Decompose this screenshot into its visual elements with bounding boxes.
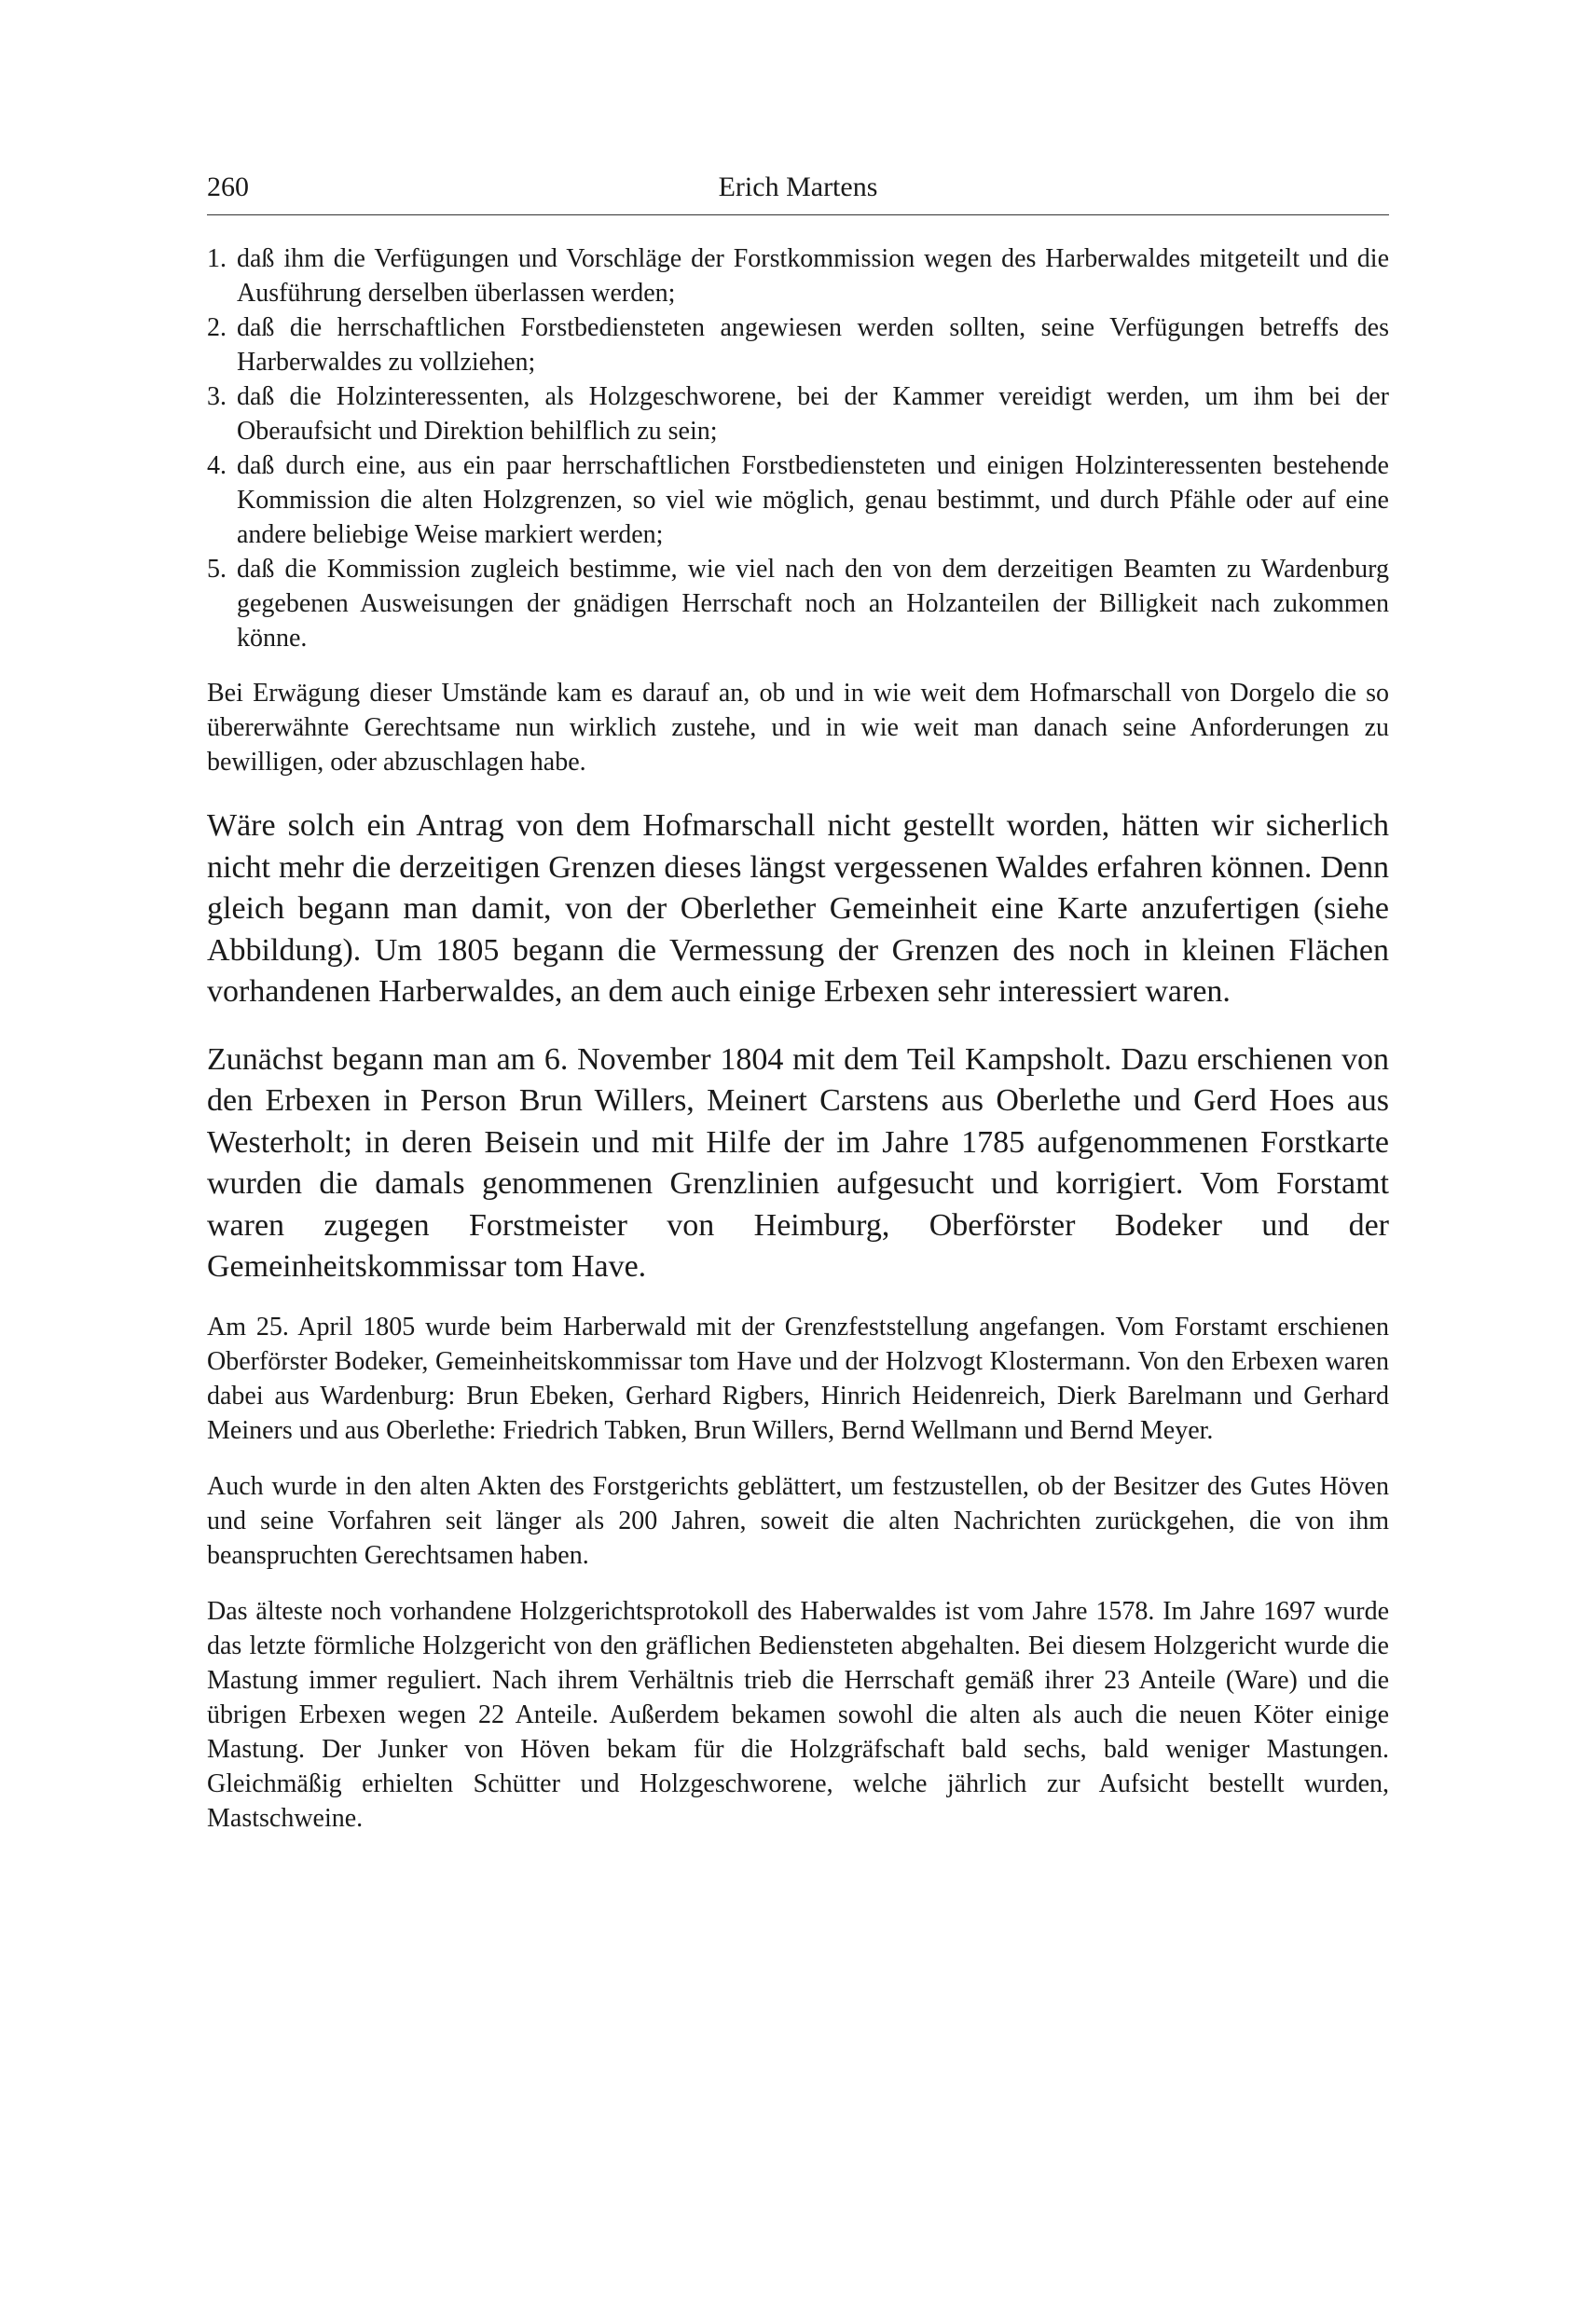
list-item <box>207 241 1389 310</box>
running-title: Erich Martens <box>718 172 878 202</box>
list-item <box>207 379 1389 448</box>
list-item <box>207 552 1389 655</box>
numbered-list <box>207 241 1389 655</box>
list-item-number: 1. <box>207 244 227 273</box>
list-item <box>207 448 1389 552</box>
list-item-number: 2. <box>207 313 227 342</box>
paragraph-erwaegung: Bei Erwägung dieser Umstände kam es darauf an, ob und in wie weit dem Hofmarschall von Dorgelo die so übererwähnte Gerechtsame nun wirklich zustehe, und in wie weit man danach seine Anforderungen zu bewilligen, oder abzuschlagen habe. <box>207 679 1389 777</box>
list-item-number: 5. <box>207 555 227 584</box>
list-item-text: daß die Holzinteressenten, als Holzgeschworene, bei der Kammer vereidigt werden, um ihm bei der Oberaufsicht und Direktion behilflich zu sein; <box>237 382 1389 446</box>
paragraph-forstgericht: Auch wurde in den alten Akten des Forstgerichts geblättert, um festzustellen, ob der Besitzer des Gutes Höven und seine Vorfahren seit länger als 200 Jahren, soweit die alten Nachrichten zurückgehen, die von ihm beanspruchten Gerechtsamen haben. <box>207 1471 1389 1570</box>
list-item-number: 3. <box>207 382 227 411</box>
page <box>207 168 1389 1836</box>
list-item-text: daß durch eine, aus ein paar herrschaftlichen Forstbediensteten und einigen Holzinteressenten bestehende Kommission die alten Holzgrenzen, so viel wie möglich, genau bestimmt, und durch Pfähle oder auf eine andere beliebige Weise markiert werden; <box>237 451 1389 549</box>
paragraph-antrag: Wäre solch ein Antrag von dem Hofmarschall nicht gestellt worden, hätten wir sicherlich nicht mehr die derzeitigen Grenzen dieses längst vergessenen Waldes erfahren können. Denn gleich begann man damit, von der Oberlether Gemeinheit eine Karte anzufertigen (siehe Abbildung). Um 1805 begann die Vermessung der Grenzen des noch in kleinen Flächen vorhandenen Harberwaldes, an dem auch einige Erbexen sehr interessiert waren. <box>207 808 1389 1009</box>
paragraph-grenzfeststellung: Am 25. April 1805 wurde beim Harberwald mit der Grenzfeststellung angefangen. Vom Forstamt erschienen Oberförster Bodeker, Gemeinheitskommissar tom Have und der Holzvogt Klostermann. Von den Erbexen waren dabei aus Wardenburg: Brun Ebeken, Gerhard Rigbers, Hinrich Heidenreich, Dierk Barelmann und Gerhard Meiners und aus Oberlethe: Friedrich Tabken, Brun Willers, Bernd Wellmann und Bernd Meyer. <box>207 1312 1389 1445</box>
paragraph-kampsholt: Zunächst begann man am 6. November 1804 mit dem Teil Kampsholt. Dazu erschienen von den Erbexen in Person Brun Willers, Meinert Carstens aus Oberlethe und Gerd Hoes aus Westerholt; in deren Beisein und mit Hilfe der im Jahre 1785 aufgenommenen Forstkarte wurden die damals genommenen Grenzlinien aufgesucht und korrigiert. Vom Forstamt waren zugegen Forstmeister von Heimburg, Oberförster Bodeker und der Gemeinheitskommissar tom Have. <box>207 1041 1389 1284</box>
list-item-text: daß die Kommission zugleich bestimme, wie viel nach den von dem derzeitigen Beamten zu Wardenburg gegebenen Ausweisungen der gnädigen Herrschaft noch an Holzanteilen der Billigkeit nach zukommen könne. <box>237 555 1389 653</box>
list-item-text: daß die herrschaftlichen Forstbediensteten angewiesen werden sollten, seine Verfügungen betreffs des Harberwaldes zu vollziehen; <box>237 313 1389 377</box>
paragraph-holzgerichtsprotokoll: Das älteste noch vorhandene Holzgerichtsprotokoll des Haberwaldes ist vom Jahre 1578. Im Jahre 1697 wurde das letzte förmliche Holzgericht von den gräflichen Bediensteten abgehalten. Bei diesem Holzgericht wurde die Mastung immer reguliert. Nach ihrem Verhältnis trieb die Herrschaft gemäß ihrer 23 Anteile (Ware) und die übrigen Erbexen wegen 22 Anteile. Außerdem bekamen sowohl die alten als auch die neuen Köter einige Mastung. Der Junker von Höven bekam für die Holzgräfschaft bald sechs, bald weniger Mastungen. Gleichmäßig erhielten Schütter und Holzgeschworene, welche jährlich zur Aufsicht bestellt wurden, Mastschweine. <box>207 1596 1389 1833</box>
list-item-number: 4. <box>207 451 227 480</box>
list-item-text: daß ihm die Verfügungen und Vorschläge der Forstkommission wegen des Harberwaldes mitgeteilt und die Ausführung derselben überlassen werden; <box>237 244 1389 308</box>
running-head <box>207 168 1389 215</box>
page-number: 260 <box>207 172 249 202</box>
list-item <box>207 310 1389 379</box>
